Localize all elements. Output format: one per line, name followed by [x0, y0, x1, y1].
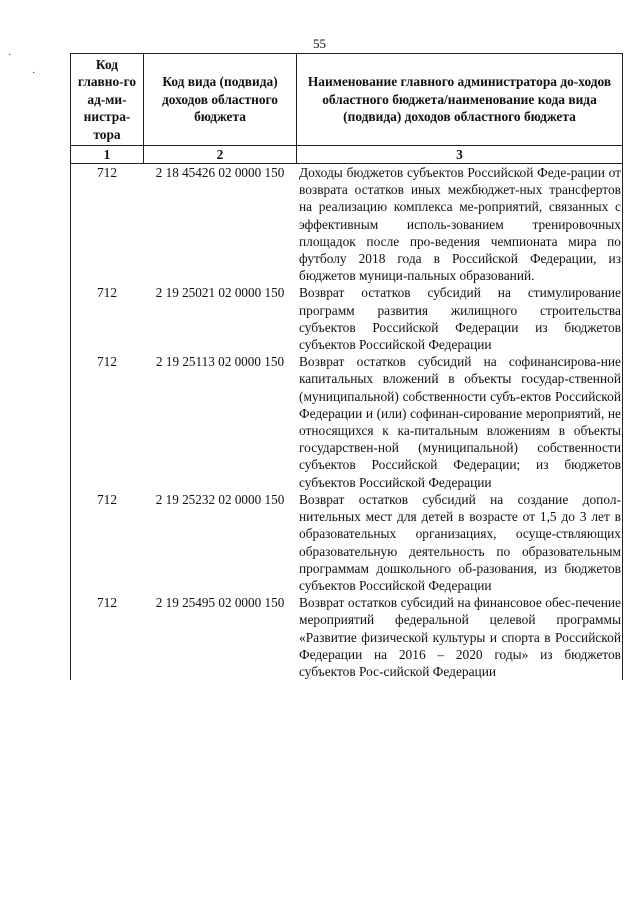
scan-speck: · — [32, 68, 36, 79]
revenue-name-cell: Доходы бюджетов субъектов Российской Феде-рации от возврата остатков иных межбюджет-ных трансфертов на реализацию комплекса ме-роприятий, связанных с эффективным исполь-зованием тренировочных площадок после про-ведения чемпионата мира по футболу 2018 года в Российской Федерации, из бюджетов муници-пальных образований. — [297, 164, 623, 285]
revenue-code-cell: 2 18 45426 02 0000 150 — [155, 165, 285, 181]
admin-code-cell: 712 — [71, 594, 144, 680]
revenue-name-cell: Возврат остатков субсидий на создание допол-нительных мест для детей в возрасте от 1,5 до 3 лет в образовательных организациях, осуще-ствляющих образовательную деятельность по образовательным программам дошкольного об-разования, из бюджетов субъектов Российской Федерации — [297, 491, 623, 594]
admin-code-cell: 712 — [71, 284, 144, 353]
scan-speck: · — [8, 50, 12, 61]
revenue-name-cell: Возврат остатков субсидий на финансовое обес-печение мероприятий федеральной целевой программы «Развитие физической культуры и спорта в Российской Федерации на 2016 – 2020 годы» из бюджетов субъектов Рос-сийской Федерации — [297, 594, 623, 680]
admin-code-cell: 712 — [71, 491, 144, 594]
table-row — [71, 284, 623, 353]
table-row — [71, 353, 623, 491]
column-number: 2 — [144, 146, 297, 164]
table-row — [71, 164, 623, 285]
admin-code-cell: 712 — [71, 164, 144, 285]
header-name: Наименование главного администратора до-ходов областного бюджета/наименование кода вида (подвида) доходов областного бюджета — [297, 54, 623, 146]
table-header-row — [71, 54, 623, 146]
revenue-code-cell: 2 19 25021 02 0000 150 — [155, 285, 285, 301]
header-admin-code: Код главно-го ад-ми-нистра-тора — [71, 54, 144, 146]
table-row — [71, 594, 623, 680]
table-row — [71, 491, 623, 594]
page-number: 55 — [313, 36, 326, 51]
revenue-code-cell: 2 19 25232 02 0000 150 — [155, 491, 285, 507]
admin-code-cell: 712 — [71, 353, 144, 491]
budget-revenue-table — [70, 53, 623, 680]
revenue-code-cell: 2 19 25495 02 0000 150 — [155, 595, 285, 611]
revenue-name-cell: Возврат остатков субсидий на софинансирова-ние капитальных вложений в объекты государ-ственной (муниципальной) собственности субъ-ектов Российской Федерации и (или) софинан-сирование мероприятий, не относящихся к ка-питальным вложениям в объекты государствен-ной (муниципальной) собственности субъектов Российской Федерации; из бюджетов субъектов Российской Федерации — [297, 353, 623, 491]
header-revenue-code: Код вида (подвида) доходов областного бюджета — [144, 54, 297, 146]
column-number-row — [71, 146, 623, 164]
revenue-name-cell: Возврат остатков субсидий на стимулирование программ развития жилищного строительства субъектов Российской Федерации из бюджетов субъектов Российской Федерации — [297, 284, 623, 353]
column-number: 3 — [297, 146, 623, 164]
column-number: 1 — [71, 146, 144, 164]
revenue-code-cell: 2 19 25113 02 0000 150 — [155, 354, 285, 370]
